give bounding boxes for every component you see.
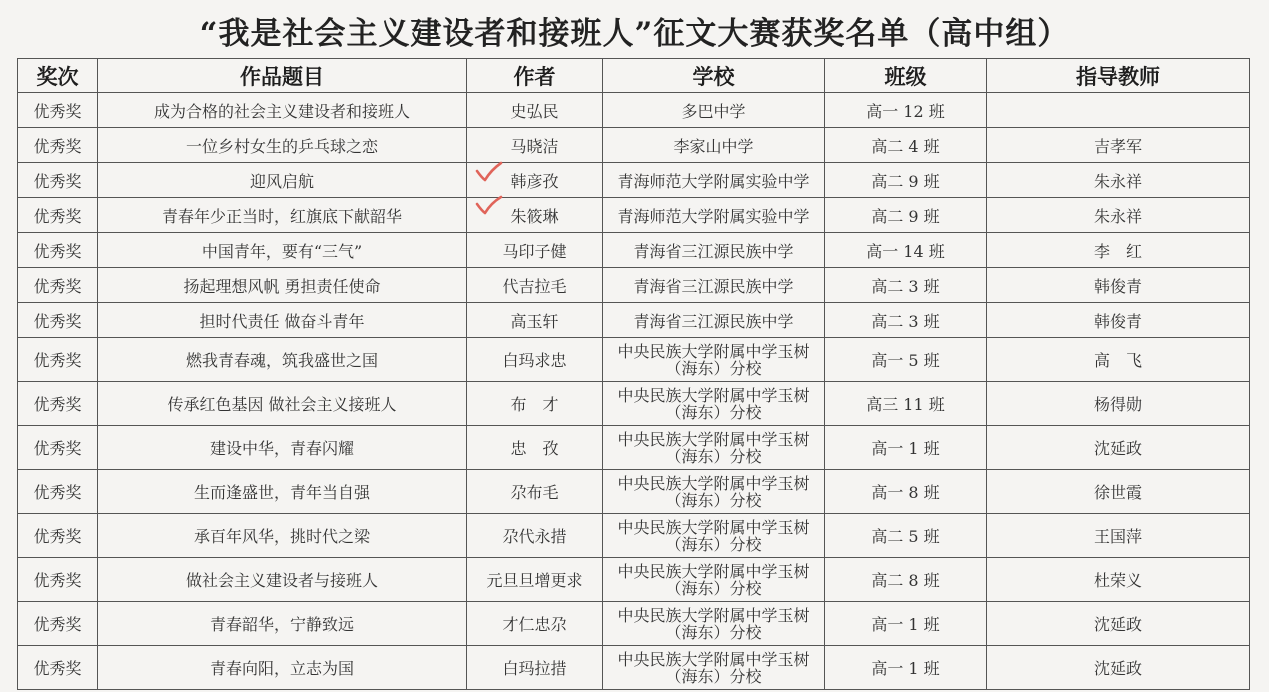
school-cell: 多巴中学 — [603, 93, 825, 128]
school-line-1: 中央民族大学附属中学玉树 — [617, 561, 810, 581]
author-cell: 史弘民 — [467, 93, 603, 128]
award-cell: 优秀奖 — [18, 198, 98, 233]
teacher-cell — [987, 93, 1250, 128]
school-line-2: （海东）分校 — [665, 402, 762, 422]
header-school: 学校 — [603, 59, 825, 93]
header-teacher: 指导教师 — [987, 59, 1250, 93]
teacher-cell: 朱永祥 — [987, 163, 1250, 198]
author-cell: 白玛求忠 — [467, 338, 603, 382]
teacher-cell: 沈延政 — [987, 602, 1250, 646]
class-cell: 高一 1 班 — [825, 646, 987, 690]
work-title-cell: 一位乡村女生的乒乓球之恋 — [98, 128, 467, 163]
school-cell — [603, 426, 825, 470]
award-cell: 优秀奖 — [18, 268, 98, 303]
work-title-cell: 燃我青春魂，筑我盛世之国 — [98, 338, 467, 382]
header-class: 班级 — [825, 59, 987, 93]
school-cell — [603, 558, 825, 602]
school-line-1: 中央民族大学附属中学玉树 — [617, 385, 810, 405]
teacher-cell: 高 飞 — [987, 338, 1250, 382]
author-cell: 尕布毛 — [467, 470, 603, 514]
work-title-cell: 承百年风华，挑时代之梁 — [98, 514, 467, 558]
header-award: 奖次 — [18, 59, 98, 93]
school-line-1: 中央民族大学附属中学玉树 — [617, 429, 810, 449]
school-cell — [603, 338, 825, 382]
school-cell: 青海省三江源民族中学 — [603, 303, 825, 338]
award-cell: 优秀奖 — [18, 470, 98, 514]
author-cell: 才仁忠尕 — [467, 602, 603, 646]
work-title-cell: 传承红色基因 做社会主义接班人 — [98, 382, 467, 426]
header-author: 作者 — [467, 59, 603, 93]
table-row — [18, 163, 1250, 198]
author-cell: 代吉拉毛 — [467, 268, 603, 303]
teacher-cell: 朱永祥 — [987, 198, 1250, 233]
award-cell: 优秀奖 — [18, 514, 98, 558]
school-line-2: （海东）分校 — [665, 578, 762, 598]
work-title-cell: 青春向阳，立志为国 — [98, 646, 467, 690]
class-cell: 高二 5 班 — [825, 514, 987, 558]
table-row — [18, 93, 1250, 128]
teacher-cell: 沈延政 — [987, 426, 1250, 470]
work-title-cell: 中国青年，要有“三气” — [98, 233, 467, 268]
award-cell: 优秀奖 — [18, 426, 98, 470]
school-line-1: 中央民族大学附属中学玉树 — [617, 605, 810, 625]
table-row — [18, 514, 1250, 558]
school-cell — [603, 602, 825, 646]
table-row — [18, 128, 1250, 163]
class-cell: 高二 9 班 — [825, 163, 987, 198]
class-cell: 高二 4 班 — [825, 128, 987, 163]
school-cell — [603, 470, 825, 514]
school-line-1: 中央民族大学附属中学玉树 — [617, 341, 810, 361]
table-row — [18, 198, 1250, 233]
author-cell: 韩彦孜 — [467, 163, 603, 198]
award-cell: 优秀奖 — [18, 303, 98, 338]
table-row — [18, 338, 1250, 382]
work-title-cell: 做社会主义建设者与接班人 — [98, 558, 467, 602]
school-line-1: 中央民族大学附属中学玉树 — [617, 473, 810, 493]
school-line-1: 中央民族大学附属中学玉树 — [617, 649, 810, 669]
work-title-cell: 生而逢盛世，青年当自强 — [98, 470, 467, 514]
award-cell: 优秀奖 — [18, 382, 98, 426]
school-cell: 青海师范大学附属实验中学 — [603, 198, 825, 233]
work-title-cell: 建设中华，青春闪耀 — [98, 426, 467, 470]
teacher-cell: 徐世霞 — [987, 470, 1250, 514]
table-row — [18, 602, 1250, 646]
table-row — [18, 470, 1250, 514]
class-cell: 高二 3 班 — [825, 303, 987, 338]
teacher-cell: 王国萍 — [987, 514, 1250, 558]
author-cell: 马晓洁 — [467, 128, 603, 163]
author-cell: 马印子健 — [467, 233, 603, 268]
work-title-cell: 青春年少正当时，红旗底下献韶华 — [98, 198, 467, 233]
table-header-row — [18, 59, 1250, 93]
award-list-table — [17, 58, 1250, 690]
award-cell: 优秀奖 — [18, 338, 98, 382]
school-line-2: （海东）分校 — [665, 490, 762, 510]
school-line-2: （海东）分校 — [665, 622, 762, 642]
author-cell: 高玉轩 — [467, 303, 603, 338]
work-title-cell: 扬起理想风帆 勇担责任使命 — [98, 268, 467, 303]
class-cell: 高一 12 班 — [825, 93, 987, 128]
document-title: “我是社会主义建设者和接班人”征文大赛获奖名单（高中组） — [199, 16, 1070, 52]
table-row — [18, 268, 1250, 303]
school-cell: 青海省三江源民族中学 — [603, 268, 825, 303]
table-row — [18, 426, 1250, 470]
table-row — [18, 646, 1250, 690]
work-title-cell: 成为合格的社会主义建设者和接班人 — [98, 93, 467, 128]
header-work-title: 作品题目 — [98, 59, 467, 93]
table-row — [18, 303, 1250, 338]
class-cell: 高二 8 班 — [825, 558, 987, 602]
table-row — [18, 558, 1250, 602]
school-cell: 青海省三江源民族中学 — [603, 233, 825, 268]
award-cell: 优秀奖 — [18, 646, 98, 690]
work-title-cell: 青春韶华，宁静致远 — [98, 602, 467, 646]
author-cell: 尕代永措 — [467, 514, 603, 558]
class-cell: 高一 14 班 — [825, 233, 987, 268]
author-cell: 忠 孜 — [467, 426, 603, 470]
class-cell: 高一 5 班 — [825, 338, 987, 382]
author-cell: 元旦旦增更求 — [467, 558, 603, 602]
class-cell: 高二 3 班 — [825, 268, 987, 303]
award-cell: 优秀奖 — [18, 163, 98, 198]
teacher-cell: 韩俊青 — [987, 268, 1250, 303]
author-cell: 朱筱琳 — [467, 198, 603, 233]
school-line-2: （海东）分校 — [665, 446, 762, 466]
award-cell: 优秀奖 — [18, 93, 98, 128]
author-cell: 布 才 — [467, 382, 603, 426]
table-row — [18, 382, 1250, 426]
work-title-cell: 迎风启航 — [98, 163, 467, 198]
teacher-cell: 杜荣义 — [987, 558, 1250, 602]
school-cell — [603, 646, 825, 690]
school-cell: 李家山中学 — [603, 128, 825, 163]
teacher-cell: 李 红 — [987, 233, 1250, 268]
teacher-cell: 杨得勋 — [987, 382, 1250, 426]
award-cell: 优秀奖 — [18, 128, 98, 163]
class-cell: 高三 11 班 — [825, 382, 987, 426]
table-body — [18, 93, 1250, 690]
work-title-cell: 担时代责任 做奋斗青年 — [98, 303, 467, 338]
school-line-2: （海东）分校 — [665, 358, 762, 378]
award-cell: 优秀奖 — [18, 233, 98, 268]
class-cell: 高一 1 班 — [825, 602, 987, 646]
class-cell: 高二 9 班 — [825, 198, 987, 233]
school-cell — [603, 514, 825, 558]
award-cell: 优秀奖 — [18, 558, 98, 602]
teacher-cell: 沈延政 — [987, 646, 1250, 690]
class-cell: 高一 8 班 — [825, 470, 987, 514]
award-cell: 优秀奖 — [18, 602, 98, 646]
teacher-cell: 韩俊青 — [987, 303, 1250, 338]
school-cell: 青海师范大学附属实验中学 — [603, 163, 825, 198]
school-line-2: （海东）分校 — [665, 534, 762, 554]
author-cell: 白玛拉措 — [467, 646, 603, 690]
school-line-2: （海东）分校 — [665, 666, 762, 686]
school-line-1: 中央民族大学附属中学玉树 — [617, 517, 810, 537]
school-cell — [603, 382, 825, 426]
table-row — [18, 233, 1250, 268]
teacher-cell: 吉孝军 — [987, 128, 1250, 163]
class-cell: 高一 1 班 — [825, 426, 987, 470]
